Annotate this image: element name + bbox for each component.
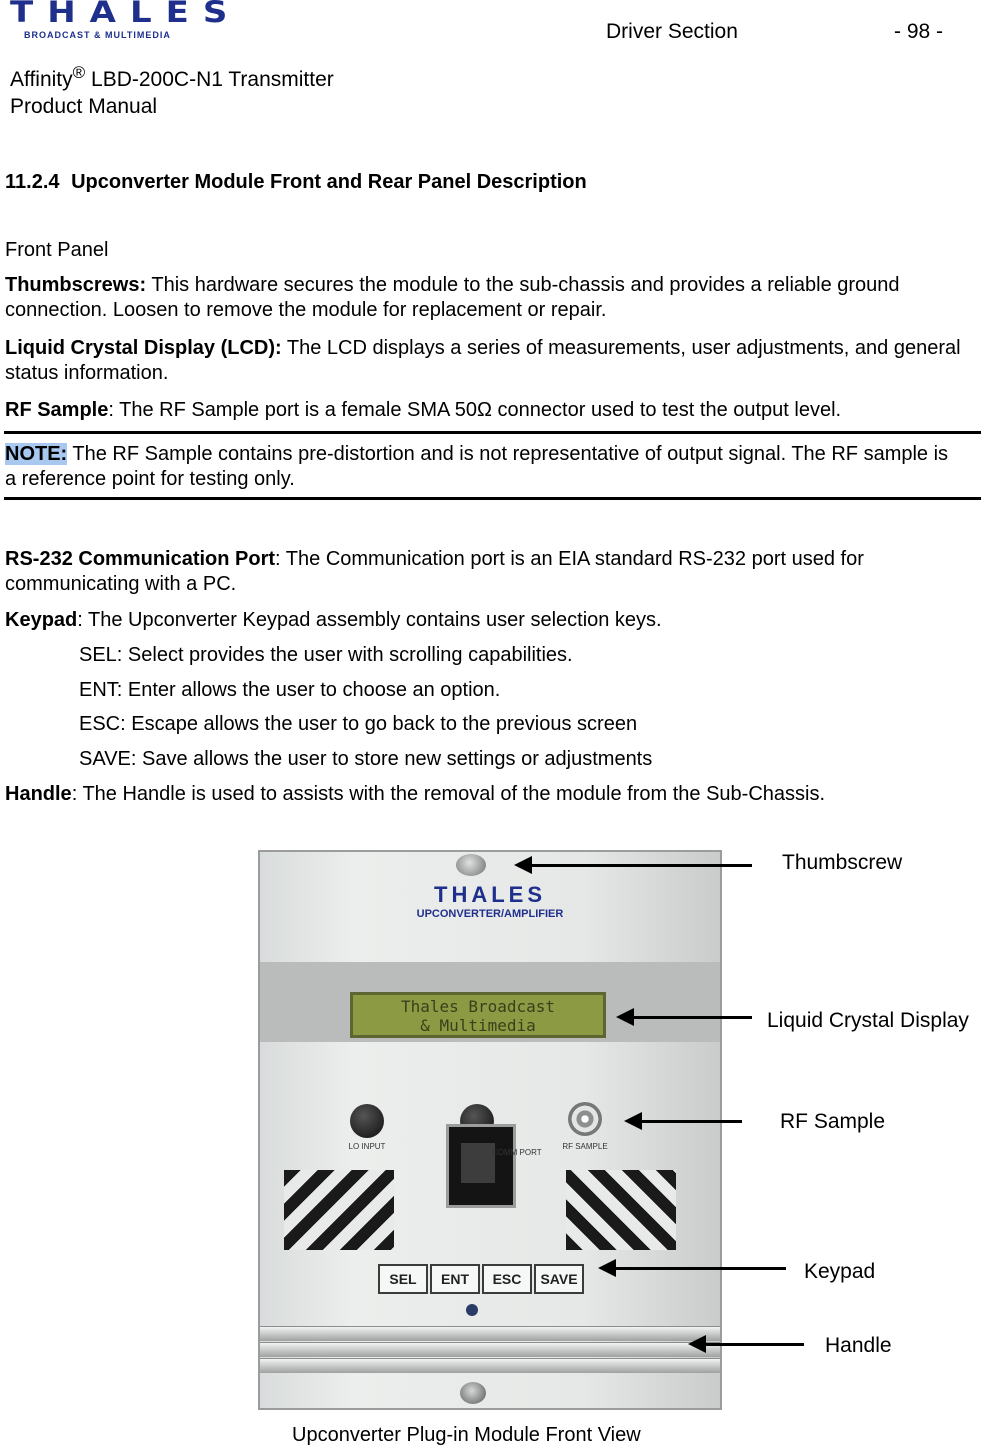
handle-bar-2 — [260, 1342, 720, 1357]
front-panel-label: Front Panel — [5, 239, 109, 261]
thumbscrews-term: Thumbscrews: — [5, 274, 147, 296]
keypad-text: : The Upconverter Keypad assembly contains user selection keys. — [77, 609, 662, 631]
handle-bar-1 — [260, 1326, 720, 1341]
rs232-text: : The Communication port is an EIA standard RS-232 port used for communicating with a PC. — [5, 548, 864, 595]
bottom-thumbscrew-icon — [460, 1382, 486, 1404]
lcd-arrow — [632, 1016, 752, 1019]
logo-subtext: BROADCAST & MULTIMEDIA — [24, 30, 171, 40]
handle-term: Handle — [5, 783, 72, 805]
lcd-callout: Liquid Crystal Display — [767, 1009, 969, 1032]
page-number: - 98 - — [894, 20, 944, 43]
section-number: 11.2.4 — [5, 171, 60, 193]
thumbscrews-paragraph — [5, 273, 980, 323]
logo-wordmark: THALES — [10, 0, 242, 30]
product-title — [10, 61, 334, 92]
save-key: SAVE — [534, 1264, 584, 1294]
comm-port-label: COMM PORT — [492, 1148, 542, 1157]
handle-paragraph — [5, 782, 980, 807]
product-suffix: LBD-200C-N1 Transmitter — [85, 68, 334, 91]
lcd-line-2: & Multimedia — [420, 1016, 536, 1035]
keypad-paragraph — [5, 608, 980, 633]
right-vent-hatch — [566, 1170, 676, 1250]
upconverter-module-photo — [258, 850, 722, 1410]
keypad-callout: Keypad — [804, 1260, 876, 1283]
note-bottom-rule — [4, 497, 981, 500]
rs232-paragraph — [5, 547, 980, 597]
keypad-term: Keypad — [5, 609, 78, 631]
module-brand: THALES — [434, 882, 546, 907]
rf-sample-term: RF Sample — [5, 399, 109, 421]
lo-input-connector-icon — [350, 1104, 384, 1138]
keypad-item-save: SAVE: Save allows the user to store new settings or adjustments — [79, 748, 653, 770]
note-label: NOTE: — [5, 443, 68, 465]
thumbscrew-callout: Thumbscrew — [782, 851, 903, 874]
manual-title: Product Manual — [10, 95, 158, 118]
section-heading — [5, 170, 587, 194]
figure-caption: Upconverter Plug-in Module Front View — [292, 1424, 641, 1446]
comm-port-connector-icon — [446, 1124, 516, 1208]
note-paragraph — [5, 442, 955, 492]
registered-mark: ® — [72, 63, 86, 82]
product-prefix: Affinity — [10, 68, 73, 91]
thumbscrew-arrow — [530, 864, 752, 867]
thumbscrews-text: This hardware secures the module to the sub-chassis and provides a reliable ground connection. Loosen to remove the module for replacement or repair. — [5, 274, 900, 321]
lcd-screen — [350, 992, 606, 1038]
rf-sample-text: : The RF Sample port is a female SMA 50Ω connector used to test the output level. — [108, 399, 842, 421]
handle-bar-3 — [260, 1358, 720, 1373]
section-title: Upconverter Module Front and Rear Panel Description — [71, 171, 587, 193]
note-text: The RF Sample contains pre-distortion and is not representative of output signal. The RF sample is a reference point for testing only. — [5, 443, 949, 490]
lcd-paragraph — [5, 336, 980, 386]
lcd-text: The LCD displays a series of measurements, user adjustments, and general status information. — [5, 337, 961, 384]
note-top-rule — [4, 431, 981, 434]
rs232-term: RS-232 Communication Port — [5, 548, 276, 570]
rf-sample-connector-icon — [568, 1102, 602, 1136]
ent-key: ENT — [430, 1264, 480, 1294]
keypad-item-sel: SEL: Select provides the user with scrolling capabilities. — [79, 644, 573, 666]
keypad-arrow — [614, 1267, 786, 1270]
left-vent-hatch — [284, 1170, 394, 1250]
rf-sample-module-label: RF SAMPLE — [562, 1142, 608, 1151]
rf-sample-callout: RF Sample — [780, 1110, 886, 1133]
keypad-item-ent: ENT: Enter allows the user to choose an option. — [79, 679, 501, 701]
thumbscrew-icon — [456, 854, 486, 876]
handle-arrow — [704, 1343, 804, 1346]
module-model: UPCONVERTER/AMPLIFIER — [416, 908, 564, 920]
thales-logo — [10, 0, 242, 44]
lo-input-label: LO INPUT — [348, 1142, 386, 1151]
indicator-led-icon — [466, 1304, 478, 1316]
rf-sample-arrow — [640, 1120, 742, 1123]
sel-key: SEL — [378, 1264, 428, 1294]
section-name: Driver Section — [606, 20, 738, 43]
keypad-item-esc: ESC: Escape allows the user to go back to the previous screen — [79, 713, 638, 735]
lcd-term: Liquid Crystal Display (LCD): — [5, 337, 282, 359]
esc-key: ESC — [482, 1264, 532, 1294]
lcd-line-1: Thales Broadcast — [400, 997, 556, 1016]
handle-text: : The Handle is used to assists with the removal of the module from the Sub-Chassis. — [71, 783, 826, 805]
handle-callout: Handle — [825, 1334, 892, 1357]
rf-sample-paragraph — [5, 398, 980, 423]
